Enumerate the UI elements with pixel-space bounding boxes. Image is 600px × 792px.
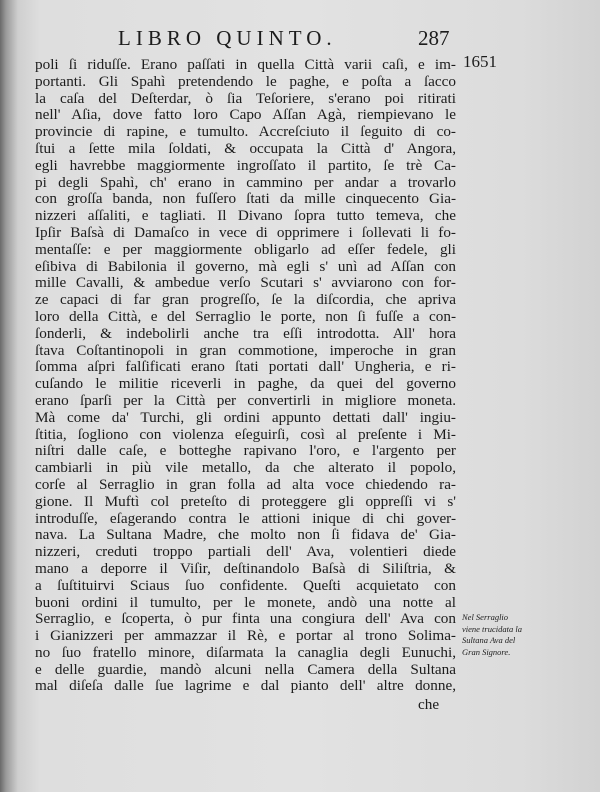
text-line: cambiarli in più vile metallo, da che alterato il popolo, — [35, 459, 456, 477]
text-line: ſtui a ſette mila ſoldati, & occupata la Città d' Angora, — [35, 139, 456, 157]
body-text — [35, 57, 456, 695]
margin-year: 1651 — [463, 52, 497, 71]
text-line: la caſa del Deſterdar, ò ſia Teſoriere, s'erano poi ritirati — [35, 89, 456, 107]
text-line: nava. La Sultana Madre, che molto non ſi fidava de' Gia- — [35, 526, 456, 544]
text-line: nizzeri, creduti troppo partiali dell' Ava, volentieri diede — [35, 543, 456, 561]
text-line: niſtri dalle caſe, e botteghe rapivano l'oro, e l'argento per — [35, 442, 456, 460]
text-line: poli ſi riduſſe. Erano paſſati in quella Città varii caſi, e im- — [35, 56, 456, 73]
text-line: egli havrebbe maggiormente ingroſſato il partito, ſe trè Ca- — [35, 156, 456, 174]
text-line: provincie di rapine, e tumulto. Accreſciuto il ſeguito di co- — [35, 123, 456, 141]
text-line: i Gianizzeri per ammazzar il Rè, e portar al trono Solima- — [35, 627, 456, 645]
text-line: ſtava Coſtantinopoli in gran commotione, imperoche in gran — [35, 341, 456, 359]
text-line: nizzeri aſſaliti, e tagliati. Il Divano ſopra tutto temeva, che — [35, 207, 456, 225]
text-line: eſibiva di Babilonia il governo, mà egli s' unì ad Aſſan con — [35, 257, 456, 275]
text-line: buoni ordini il tumulto, per le monete, andò una notte al — [35, 593, 456, 611]
text-line: mille Cavalli, & ambedue verſo Scutari s' avviarono con for- — [35, 274, 456, 292]
running-title: LIBRO QUINTO. — [118, 26, 337, 50]
text-line: portanti. Gli Spahì pretendendo le paghe, e poſta a ſacco — [35, 72, 456, 90]
text-line: a ſuſtituirvi Sciaus ſuo confidente. Queſti acquietato con — [35, 576, 456, 594]
text-line: gione. Il Muftì col preteſto di proteggere gli oppreſſi vi s' — [35, 492, 456, 510]
catchword: che — [418, 696, 440, 713]
text-line: Ipſir Baſsà di Damaſco in vece di opprimere i ſollevati li fo- — [35, 223, 456, 241]
text-line: ſonderli, & indebolirli anche tra eſſi introdotta. All' hora — [35, 324, 456, 342]
page-header — [0, 26, 600, 52]
page-number: 287 — [418, 26, 450, 50]
text-line: corſe al Serraglio in gran folla ad alta voce chiedendo ra- — [35, 475, 456, 493]
text-line: ſomma aſpri falſificati erano ſtati portati dall' Ungheria, e ri- — [35, 358, 456, 376]
text-line: e delle guardie, mandò alcuni nella Camera della Sultana — [35, 660, 456, 678]
text-line: loro della Città, e del Serraglio le porte, non ſi fuſſe a con- — [35, 307, 456, 325]
text-line: Mà come da' Turchi, gli ordini appunto dettati dall' ingiu- — [35, 408, 456, 426]
text-line: pi degli Spahì, ch' erano in cammino per andar a trovarlo — [35, 173, 456, 191]
text-line: cuſando le militie riceverli in paghe, da quei del governo — [35, 375, 456, 393]
text-line: mal diſeſa dalle ſue lagrime e dal pianto dell' altre donne, — [35, 677, 456, 695]
text-line: introduſſe, eſagerando contra le attioni inique di chi gover- — [35, 509, 456, 527]
text-line: no ſuo fratello minore, diſarmata la canaglia degli Eunuchi, — [35, 643, 456, 661]
text-line: ſtitia, ſogliono con violenza eſeguirſi, così al preſente i Mi- — [35, 425, 456, 443]
margin-note: Nel Serraglio viene trucidata la Sultana Ava del Gran Signore. — [462, 612, 522, 657]
text-line: mano a deporre il Viſir, deſtinandolo Baſsà di Siliſtria, & — [35, 559, 456, 577]
text-line: nell' Aſia, dove fatto loro Capo Aſſan Agà, riempievano le — [35, 106, 456, 124]
text-line: Serraglio, e ſcoperta, ò pur finta una congiura dell' Ava con — [35, 610, 456, 628]
text-line: mentaſſe: e per maggiormente obligarlo ad eſſer fedele, gli — [35, 240, 456, 258]
text-line: erano ſparſi per la Città per convertirli in migliore moneta. — [35, 391, 456, 409]
text-line: ze capaci di far gran progreſſo, ſe la diſcordia, che apriva — [35, 291, 456, 309]
text-line: con groſſa banda, non fuſſero ſtati da mille cinquecento Gia- — [35, 190, 456, 208]
